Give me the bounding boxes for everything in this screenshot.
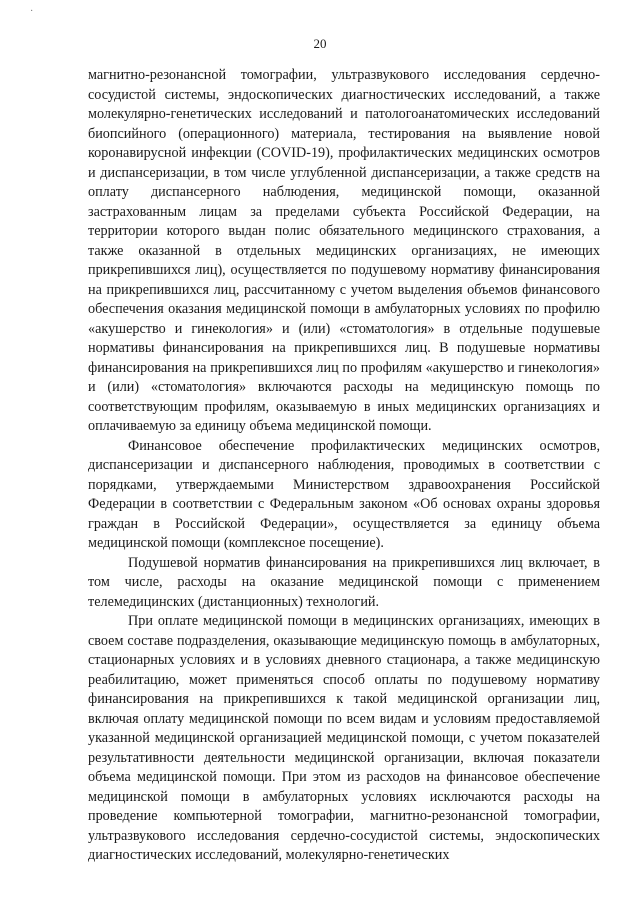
paragraph-payment-method: При оплате медицинской помощи в медицинских организациях, имеющих в своем составе подразделения, оказывающие медицинскую помощь в амбулаторных, стационарных условиях и в условиях дневного стационара, а также медицинскую реабилитацию, может применяться способ оплаты по подушевому нормативу финансирования на прикрепившихся к такой медицинской организации лиц, включая оплату медицинской помощи по всем видам и условиям предоставляемой указанной медицинской организацией медицинской помощи, с учетом показателей результативности деятельности медицинской организации, включая показатели объема медицинской помощи. При этом из расходов на финансовое обеспечение медицинской помощи в амбулаторных условиях исключаются расходы на проведение компьютерной томографии, магнитно-резонансной томографии, ультразвукового исследования сердечно-сосудистой системы, эндоскопических диагностических исследований, молекулярно-генетических	[88, 613, 600, 863]
body-text	[88, 66, 600, 866]
paragraph-continuation: магнитно-резонансной томографии, ультразвукового исследования сердечно-сосудистой системы, эндоскопических диагностических исследований, а также молекулярно-генетических исследований и патологоанатомических исследований биопсийного (операционного) материала, тестирования на выявление новой коронавирусной инфекции (COVID-19), профилактических медицинских осмотров и диспансеризации, в том числе углубленной диспансеризации, а также средств на оплату диспансерного наблюдения, медицинской помощи, оказанной застрахованным лицам за пределами субъекта Российской Федерации, на территории которого выдан полис обязательного медицинского страхования, а также оказанной в отдельных медицинских организациях, не имеющих прикрепившихся лиц), осуществляется по подушевому нормативу финансирования на прикрепившихся лиц, рассчитанному с учетом выделения объемов финансового обеспечения оказания медицинской помощи в амбулаторных условиях по профилю «акушерство и гинекология» и (или) «стоматология» в отдельные подушевые нормативы финансирования на прикрепившихся лиц. В подушевые нормативы финансирования на прикрепившихся лиц по профилям «акушерство и гинекология» и (или) «стоматология» включаются расходы на медицинскую помощь по соответствующим профилям, оказываемую в иных медицинских организациях и оплачиваемую за единицу объема медицинской помощи.	[88, 67, 600, 434]
paragraph-telemedicine: Подушевой норматив финансирования на прикрепившихся лиц включает, в том числе, расходы на оказание медицинской помощи с применением телемедицинских (дистанционных) технологий.	[88, 554, 600, 610]
paragraph-financing-checkups: Финансовое обеспечение профилактических медицинских осмотров, диспансеризации и диспансерного наблюдения, проводимых в соответствии с порядками, утверждаемыми Министерством здравоохранения Российской Федерации в соответствии с Федеральным законом «Об основах охраны здоровья граждан в Российской Федерации», осуществляется за единицу объема медицинской помощи (комплексное посещение).	[88, 437, 600, 551]
corner-mark: ·	[30, 6, 34, 17]
page-number: 20	[313, 36, 327, 51]
